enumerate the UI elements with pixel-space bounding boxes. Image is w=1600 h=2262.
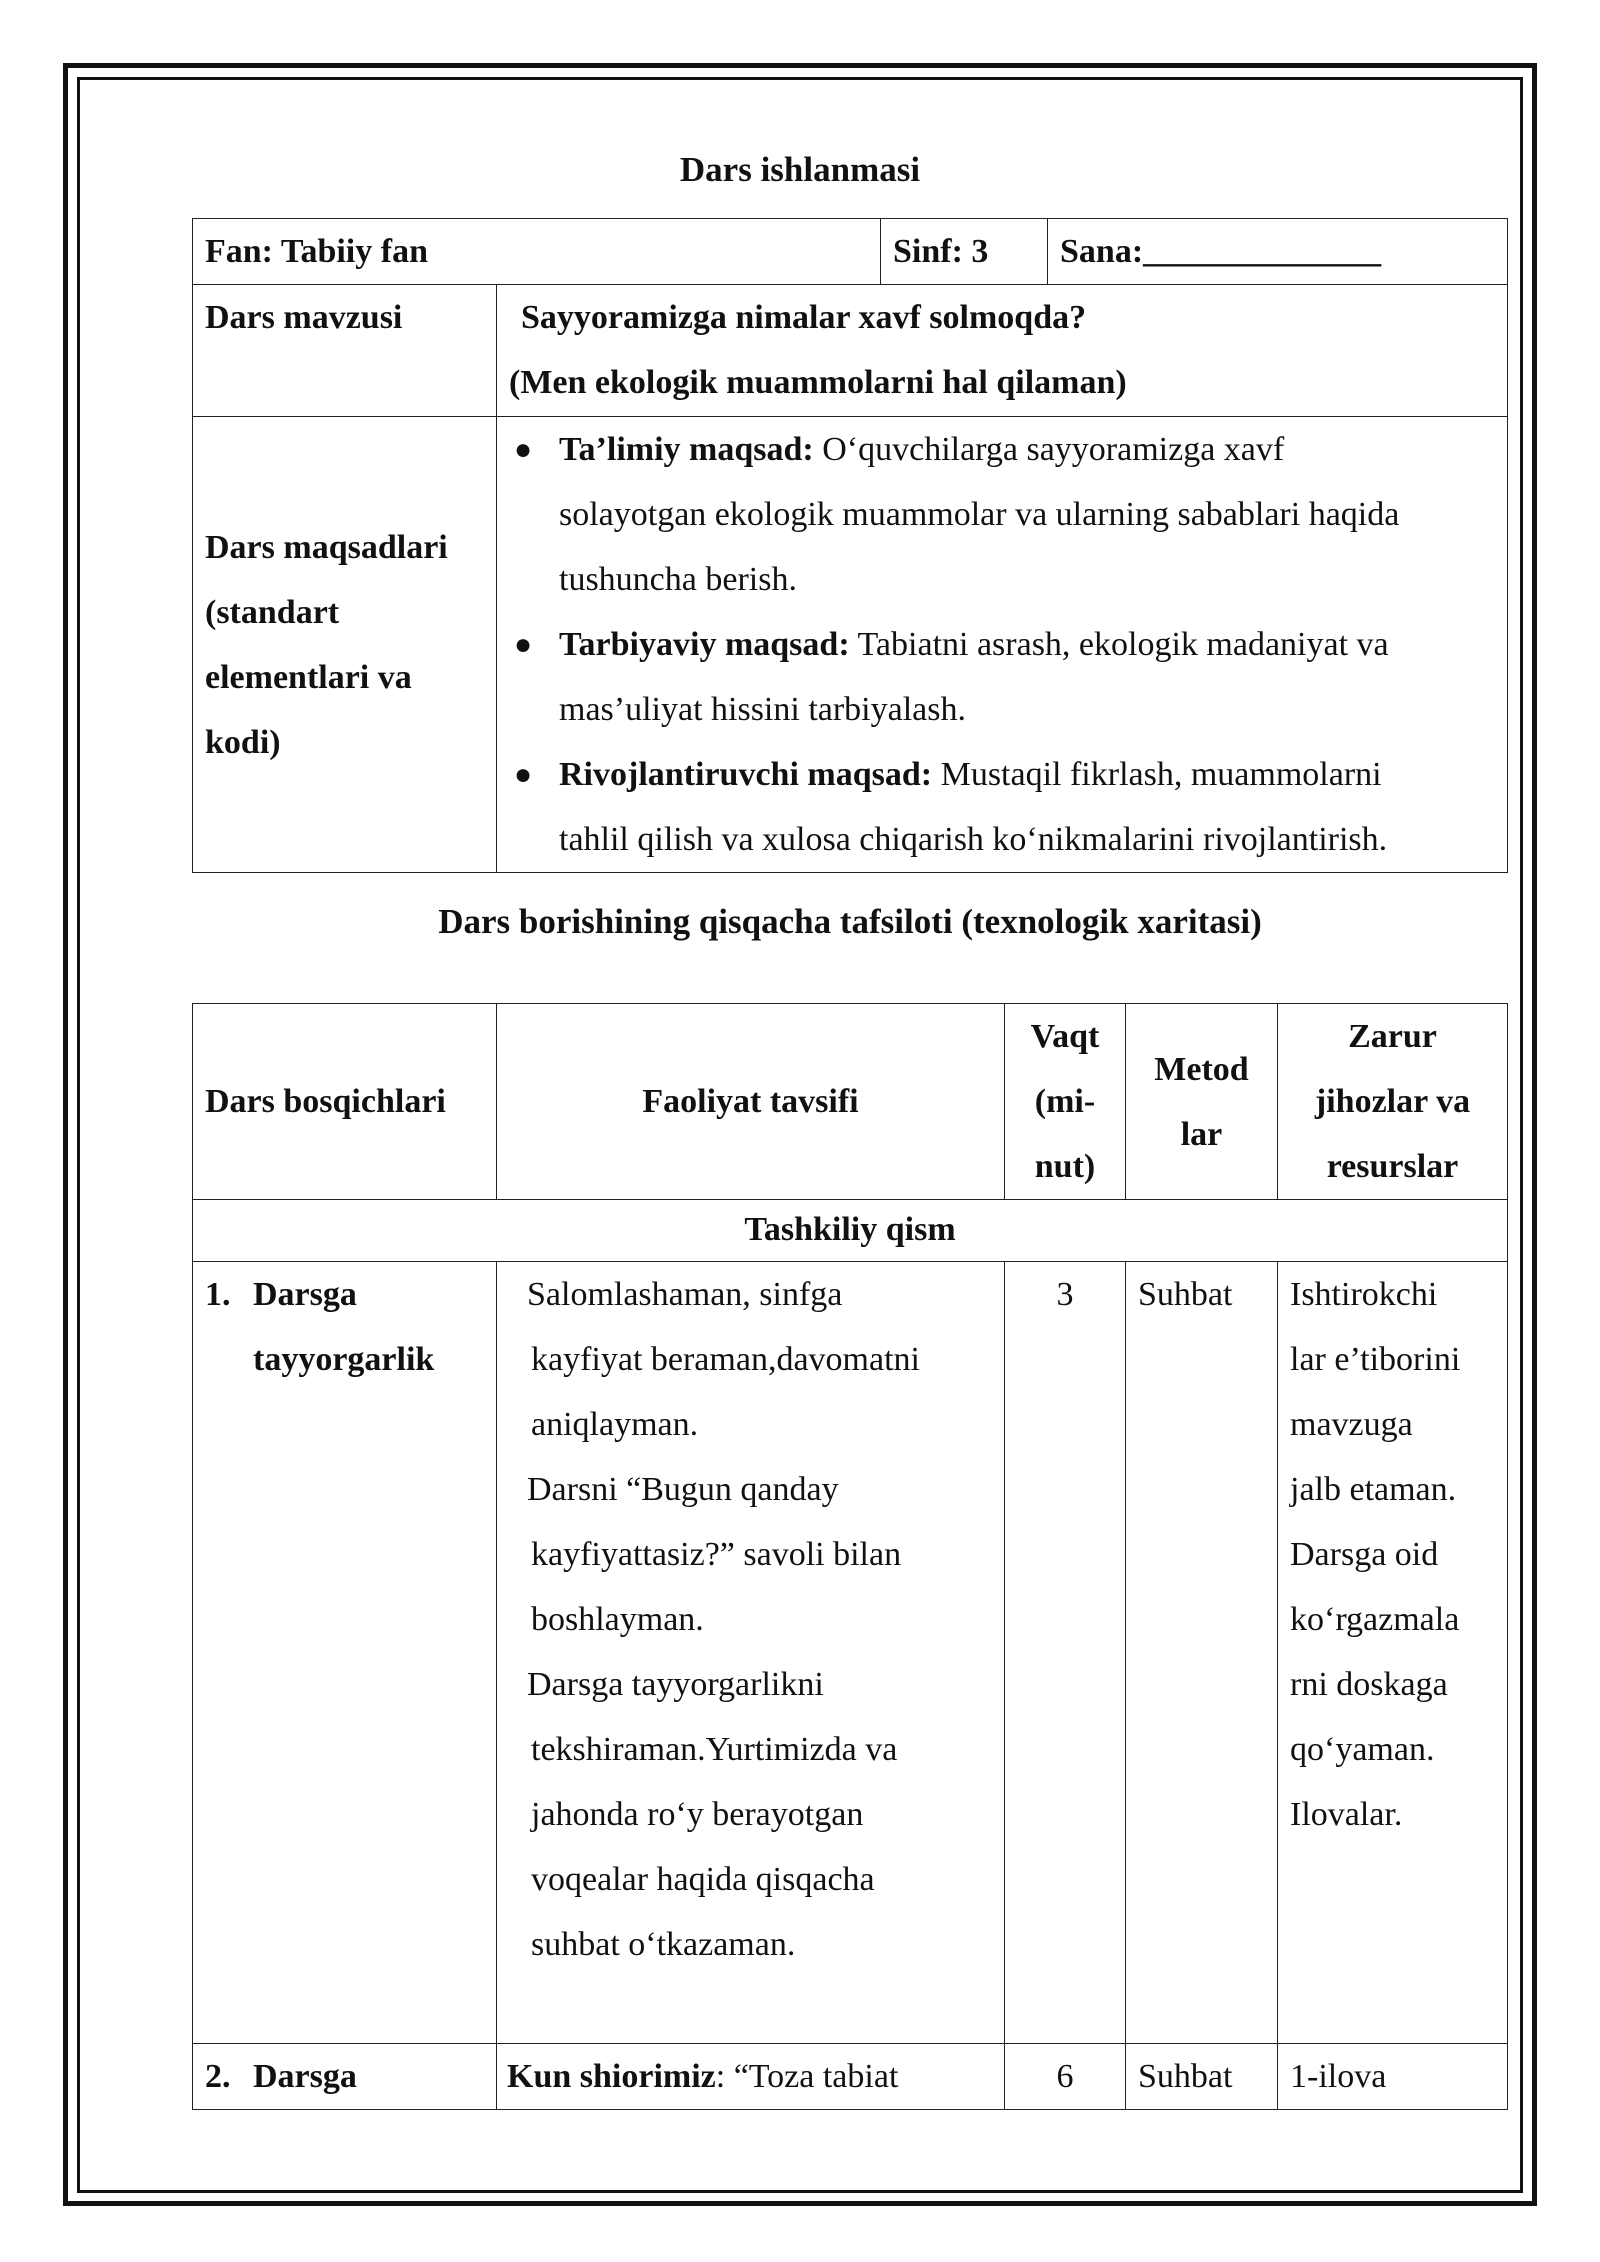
stage-cell [193,2044,497,2110]
topic-row [193,285,1508,417]
header-time-line: nut) [1034,1148,1096,1185]
resource-line: Ishtirokchi [1290,1276,1438,1313]
goal-educational [509,417,1495,612]
activity-paragraph [509,1652,992,1977]
activity-paragraph [509,1457,992,1652]
resource-line: Darsga oid [1290,1536,1439,1573]
time-cell: 3 [1005,1262,1126,2044]
document-title: Dars ishlanmasi [679,150,921,189]
goal-label: Rivojlantiruvchi maqsad: [559,756,933,793]
activity-paragraph [509,1262,992,1457]
goals-label-line: (standart [205,593,340,631]
time-cell: 6 [1005,2044,1126,2110]
subject-cell: Fan: Tabiiy fan [193,219,881,285]
bullet-icon: ● [514,628,533,661]
stage-number: 2. [205,2058,231,2095]
stage-line [205,2044,484,2109]
resources-cell: 1-ilova [1278,2044,1508,2110]
activity-line: suhbat o‘tkazaman. [531,1926,796,1963]
header-method [1126,1004,1278,1200]
section-row-label: Tashkiliy qism [193,1200,1508,1262]
bullet-icon: ● [514,758,533,791]
resource-line: ko‘rgazmala [1290,1601,1460,1638]
activity-text: : “Toza tabiat [715,2058,899,2095]
stage-number: 1. [205,1276,231,1313]
header-resources-line: jihozlar va [1314,1083,1471,1120]
activity-line: aniqlayman. [531,1406,699,1443]
activity-line: tekshiraman.Yurtimizda va [531,1731,898,1768]
resource-line: qo‘yaman. [1290,1731,1435,1768]
topic-value [497,285,1508,417]
activity-line: kayfiyat beraman,davomatni [531,1341,920,1378]
goal-text: Mustaqil fikrlash, muammolarni [932,756,1382,793]
goal-text: mas’uliyat hissini tarbiyalash. [559,691,966,728]
header-method-line: Metod [1154,1050,1249,1088]
activity-line: voqealar haqida qisqacha [531,1861,875,1898]
goal-developmental [509,742,1495,872]
method-cell: Suhbat [1126,1262,1278,2044]
lesson-plan-table [192,1003,1508,2110]
header-resources-line: Zarur [1348,1018,1437,1055]
goals-label-line: kodi) [205,723,281,761]
goal-label: Tarbiyaviy maqsad: [559,626,850,663]
activity-cell [497,2044,1005,2110]
goal-text: solayotgan ekologik muammolar va ularning sabablari haqida [559,496,1400,533]
activity-bold: Kun shiorimiz [507,2058,716,2095]
activity-cell [497,1262,1005,2044]
resource-line: mavzuga [1290,1406,1413,1443]
goals-label-line: elementlari va [205,658,412,696]
resource-line: rni doskaga [1290,1666,1448,1703]
info-row-header [193,219,1508,285]
header-time-line: (mi- [1034,1083,1096,1120]
goal-upbringing [509,612,1495,742]
header-activity: Faoliyat tavsifi [497,1004,1005,1200]
header-resources [1278,1004,1508,1200]
resource-line: lar e’tiborini [1290,1341,1461,1378]
method-cell: Suhbat [1126,2044,1278,2110]
goals-label [193,417,497,873]
goal-text: Tabiatni asrash, ekologik madaniyat va [849,626,1389,663]
plan-header-row [193,1004,1508,1200]
activity-line: boshlayman. [531,1601,704,1638]
goals-list [509,417,1495,872]
stage-text: Darsga [253,1276,357,1313]
table-row [193,1262,1508,2044]
header-stages: Dars bosqichlari [193,1004,497,1200]
resource-line: jalb etaman. [1290,1471,1457,1508]
section-row [193,1200,1508,1262]
resources-cell [1278,1262,1508,2044]
topic-line-1: Sayyoramizga nimalar xavf solmoqda? [521,299,1087,336]
activity-line: Darsni “Bugun qanday [527,1471,839,1508]
goal-text: tahlil qilish va xulosa chiqarish ko‘nikmalarini rivojlantirish. [559,821,1388,858]
goals-row [193,417,1508,873]
date-cell: Sana:______________ [1048,219,1508,285]
goal-text: tushuncha berish. [559,561,797,598]
stage-text: tayyorgarlik [253,1341,435,1378]
resource-line: Ilovalar. [1290,1796,1403,1833]
topic-line-2: (Men ekologik muammolarni hal qilaman) [509,364,1127,401]
activity-line: jahonda ro‘y berayotgan [531,1796,864,1833]
header-time-line: Vaqt [1030,1018,1100,1055]
table-row [193,2044,1508,2110]
activity-line: kayfiyattasiz?” savoli bilan [531,1536,902,1573]
stage-cell [193,1262,497,2044]
topic-label: Dars mavzusi [193,285,497,417]
stage-line [205,1262,484,1327]
section-title: Dars borishining qisqacha tafsiloti (texnologik xaritasi) [438,902,1262,941]
grade-cell: Sinf: 3 [881,219,1048,285]
goal-text: O‘quvchilarga sayyoramizga xavf [813,431,1285,468]
goals-label-line: Dars maqsadlari [205,528,448,566]
bullet-icon: ● [514,433,533,466]
goal-label: Ta’limiy maqsad: [559,431,814,468]
header-time [1005,1004,1126,1200]
header-method-line: lar [1180,1115,1223,1153]
activity-line: Salomlashaman, sinfga [527,1276,843,1313]
stage-text: Darsga [253,2058,357,2095]
goals-value [497,417,1508,873]
lesson-info-table [192,218,1508,873]
header-resources-line: resurslar [1326,1148,1459,1185]
activity-line: Darsga tayyorgarlikni [527,1666,824,1703]
